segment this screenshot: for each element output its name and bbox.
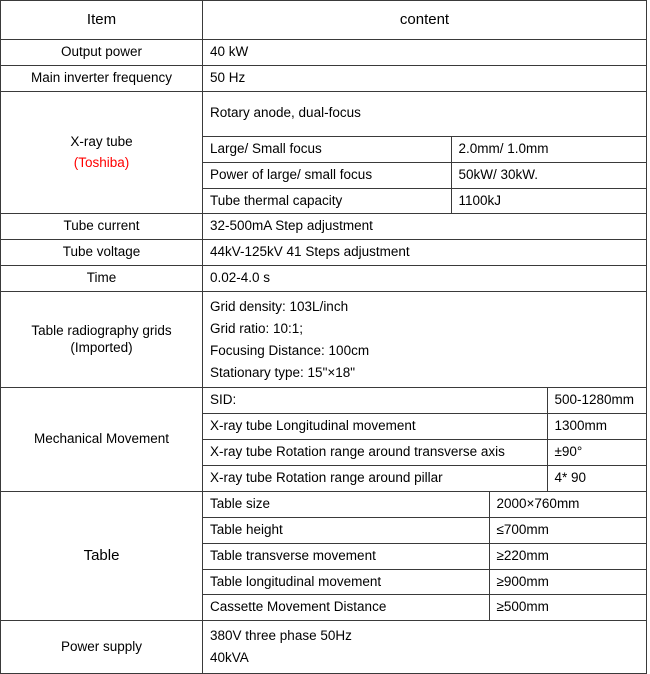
subrow-label-table-size: Table size	[203, 492, 489, 517]
subrow-label-table-transverse: Table transverse movement	[203, 543, 489, 569]
subrow-value-transverse-axis: ±90°	[547, 440, 647, 466]
row-value-main-inverter-frequency: 50 Hz	[203, 65, 647, 91]
row-label-power-supply: Power supply	[1, 621, 203, 674]
subrow-value-table-size: 2000×760mm	[489, 492, 647, 517]
row-value-output-power: 40 kW	[203, 40, 647, 66]
row-label-xray-tube-manufacturer: (Toshiba)	[73, 154, 130, 170]
table-section-subtable	[203, 492, 647, 620]
table-row-mechanical-movement	[1, 388, 647, 492]
grid-density-line: Grid density: 103L/inch	[210, 299, 349, 314]
table-row-time	[1, 266, 647, 292]
xray-tube-subtable	[203, 92, 647, 214]
table-row-main-inverter-frequency	[1, 65, 647, 91]
table-row-radiography-grids	[1, 292, 647, 388]
subrow-xray-tube-anode	[203, 92, 647, 137]
subrow-value-sid: 500-1280mm	[547, 388, 647, 413]
subrow-label-sid: SID:	[203, 388, 547, 413]
subrow-value-pillar: 4* 90	[547, 466, 647, 491]
row-value-tube-voltage: 44kV-125kV 41 Steps adjustment	[203, 240, 647, 266]
row-label-xray-tube-text: X-ray tube	[70, 133, 133, 149]
row-label-output-power: Output power	[1, 40, 203, 66]
mechanical-movement-subtable	[203, 388, 647, 491]
row-label-radiography-grids	[1, 292, 203, 388]
row-label-tube-voltage: Tube voltage	[1, 240, 203, 266]
row-label-table: Table	[1, 491, 203, 620]
row-value-radiography-grids	[203, 292, 647, 388]
subrow-value-power: 50kW/ 30kW.	[451, 162, 647, 188]
subrow-label-transverse-axis: X-ray tube Rotation range around transverse axis	[203, 440, 547, 466]
table-row-xray-tube	[1, 91, 647, 214]
row-value-time: 0.02-4.0 s	[203, 266, 647, 292]
power-supply-line-1: 380V three phase 50Hz	[210, 628, 352, 644]
grid-ratio-line: Grid ratio: 10:1;	[210, 320, 304, 336]
subrow-value-table-height: ≤700mm	[489, 517, 647, 543]
subrow-label-pillar: X-ray tube Rotation range around pillar	[203, 466, 547, 491]
row-label-radiography-grids-note: (Imported)	[70, 339, 133, 355]
column-header-content: content	[203, 1, 647, 40]
subrow-longitudinal	[203, 414, 647, 440]
subrow-pillar	[203, 466, 647, 491]
subrow-label-table-height: Table height	[203, 517, 489, 543]
subrow-label-anode: Rotary anode, dual-focus	[203, 92, 647, 137]
subrow-value-table-transverse: ≥220mm	[489, 543, 647, 569]
row-value-tube-current: 32-500mA Step adjustment	[203, 214, 647, 240]
row-label-main-inverter-frequency: Main inverter frequency	[1, 65, 203, 91]
row-label-tube-current: Tube current	[1, 214, 203, 240]
table-row-tube-voltage	[1, 240, 647, 266]
subrow-table-transverse	[203, 543, 647, 569]
subrow-sid	[203, 388, 647, 413]
subrow-xray-tube-power	[203, 162, 647, 188]
table-row-output-power	[1, 40, 647, 66]
subrow-label-power: Power of large/ small focus	[203, 162, 451, 188]
row-label-mechanical-movement: Mechanical Movement	[1, 388, 203, 492]
column-header-item: Item	[1, 1, 203, 40]
subrow-label-focus: Large/ Small focus	[203, 136, 451, 162]
table-row-power-supply	[1, 621, 647, 674]
subrow-value-longitudinal: 1300mm	[547, 414, 647, 440]
row-value-mechanical-movement	[203, 388, 647, 492]
subrow-value-thermal: 1100kJ	[451, 188, 647, 213]
subrow-xray-tube-thermal	[203, 188, 647, 213]
subrow-table-longitudinal	[203, 569, 647, 595]
subrow-label-table-longitudinal: Table longitudinal movement	[203, 569, 489, 595]
subrow-label-thermal: Tube thermal capacity	[203, 188, 451, 213]
grid-focusing-distance-line: Focusing Distance: 100cm	[210, 342, 370, 358]
row-label-xray-tube	[1, 91, 203, 214]
subrow-table-height	[203, 517, 647, 543]
row-label-time: Time	[1, 266, 203, 292]
table-row-tube-current	[1, 214, 647, 240]
row-value-xray-tube	[203, 91, 647, 214]
subrow-value-cassette-movement: ≥500mm	[489, 595, 647, 620]
row-value-power-supply	[203, 621, 647, 674]
subrow-label-longitudinal: X-ray tube Longitudinal movement	[203, 414, 547, 440]
subrow-table-size	[203, 492, 647, 517]
row-value-table	[203, 491, 647, 620]
table-header-row	[1, 1, 647, 40]
subrow-value-table-longitudinal: ≥900mm	[489, 569, 647, 595]
table-row-table	[1, 491, 647, 620]
subrow-cassette-movement	[203, 595, 647, 620]
row-label-radiography-grids-text: Table radiography grids	[31, 322, 172, 338]
subrow-label-cassette-movement: Cassette Movement Distance	[203, 595, 489, 620]
subrow-transverse-axis	[203, 440, 647, 466]
subrow-value-focus: 2.0mm/ 1.0mm	[451, 136, 647, 162]
grid-stationary-type-line: Stationary type: 15"×18"	[210, 364, 356, 380]
subrow-xray-tube-focus	[203, 136, 647, 162]
power-supply-line-2: 40kVA	[210, 650, 249, 666]
